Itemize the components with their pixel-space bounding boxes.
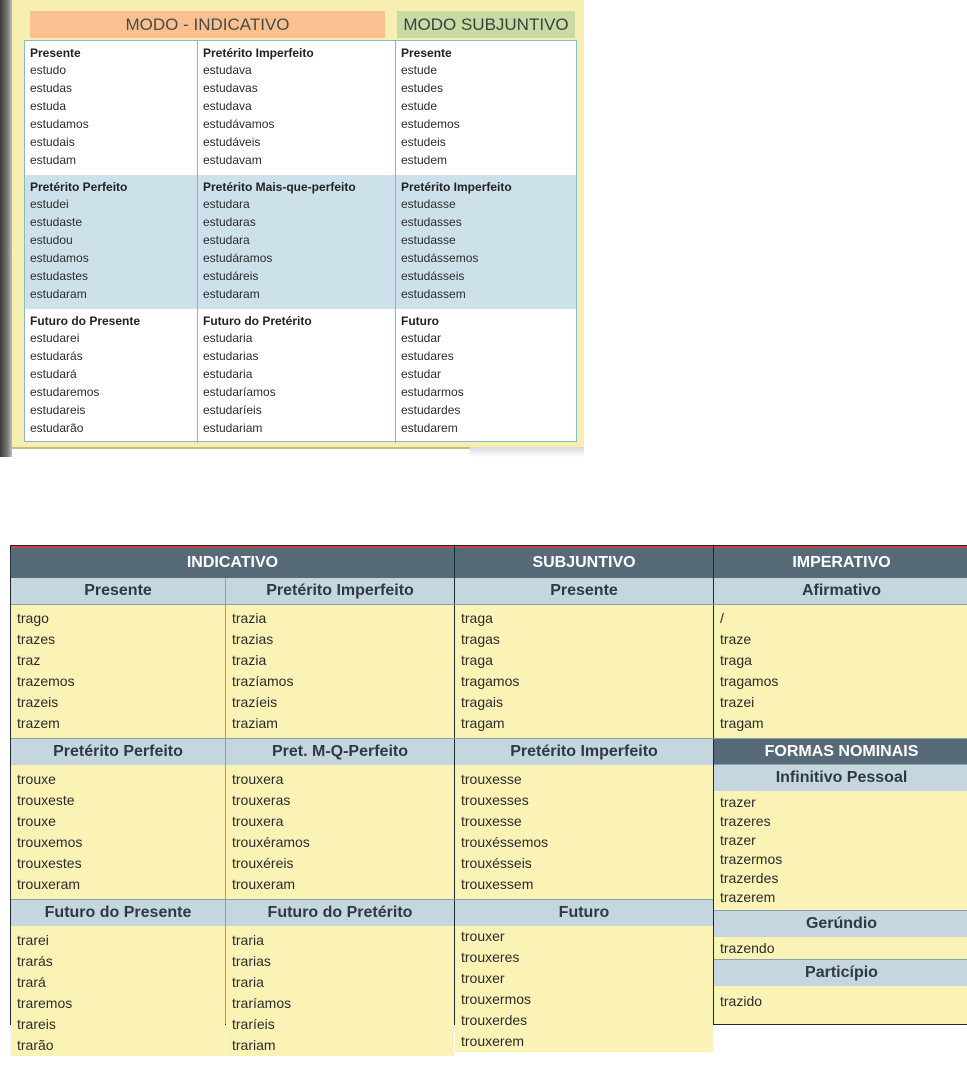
tense-title: Presente (401, 46, 452, 60)
verb-form: trazeres (720, 813, 771, 829)
verb-form: estudarão (30, 421, 84, 435)
verb-form: estudares (401, 349, 454, 363)
verb-form: trazerdes (720, 870, 779, 886)
header-subjuntivo: SUBJUNTIVO (455, 546, 713, 578)
verb-form: tragam (461, 715, 505, 731)
verb-form: estudavam (203, 153, 262, 167)
verb-form: trarão (17, 1037, 54, 1053)
verb-form: trarei (17, 932, 49, 948)
verb-form: estudar (401, 331, 442, 345)
verb-form: trouxeram (232, 876, 296, 892)
verb-form: trazer (720, 832, 756, 848)
verb-form: estudei (30, 197, 69, 211)
verb-form: trouxerdes (461, 1012, 528, 1028)
verb-form: trazer (720, 794, 756, 810)
verb-form: trouxer (461, 928, 505, 944)
verb-form: estudes (401, 81, 444, 95)
verb-form: trazei (720, 694, 755, 710)
column-divider (454, 546, 455, 1024)
row-divider (714, 764, 967, 765)
verb-form: estude (401, 63, 438, 77)
tense-title: Presente (455, 578, 713, 604)
header-imperativo: IMPERATIVO (714, 546, 967, 578)
verb-form: trazemos (17, 673, 75, 689)
header-modo-indicativo: MODO - INDICATIVO (30, 11, 385, 38)
tense-cell (714, 608, 967, 734)
verb-form: trazendo (720, 940, 775, 956)
tense-cell (11, 930, 225, 1056)
verb-form: estudaria (203, 367, 253, 381)
tense-cell (396, 175, 576, 309)
trazer-conjugation-table (10, 545, 967, 1053)
verb-form: trouxesse (461, 771, 522, 787)
tense-title: Futuro do Presente (11, 900, 225, 926)
tense-title: Pretérito Imperfeito (455, 739, 713, 765)
tense-cell (198, 309, 396, 443)
tense-cell (198, 175, 396, 309)
verb-form: estudarmos (401, 385, 464, 399)
verb-form: trazido (720, 993, 763, 1009)
estudar-table (24, 40, 577, 442)
tense-cell (455, 608, 713, 734)
verb-form: estudemos (401, 117, 460, 131)
verb-form: trouxera (232, 771, 284, 787)
verb-form: estudava (203, 99, 252, 113)
tense-title: Afirmativo (714, 578, 967, 604)
verb-form: traríeis (232, 1016, 275, 1032)
verb-form: trouxestes (17, 855, 82, 871)
verb-form: / (720, 610, 724, 626)
verb-form: trouxeste (17, 792, 75, 808)
verb-form: estudo (30, 63, 67, 77)
verb-form: estudasse (401, 233, 456, 247)
verb-form: estudasse (401, 197, 456, 211)
verb-form: estudeis (401, 135, 446, 149)
verb-form: trouxésseis (461, 855, 532, 871)
verb-form: estudaríamos (203, 385, 276, 399)
column-divider (713, 546, 714, 1024)
verb-form: trago (17, 610, 49, 626)
tense-title: Presente (30, 46, 81, 60)
verb-form: estudamos (30, 251, 89, 265)
verb-form: trouxesse (461, 813, 522, 829)
column-divider (225, 578, 226, 1024)
infinitivo-pessoal-title: Infinitivo Pessoal (714, 765, 967, 791)
tense-title: Pretérito Perfeito (30, 180, 128, 194)
gerundio-cell (714, 938, 967, 959)
verb-form: trariam (232, 1037, 276, 1053)
tense-cell (455, 769, 713, 895)
verb-form: estudáreis (203, 269, 259, 283)
verb-form: traria (232, 932, 264, 948)
verb-form: trouxeram (17, 876, 81, 892)
verb-form: estudaram (30, 287, 87, 301)
verb-form: traremos (17, 995, 73, 1011)
tense-cell (11, 608, 225, 734)
table-band (25, 41, 576, 176)
tense-cell (198, 41, 396, 175)
tense-title: Pretérito Imperfeito (203, 46, 314, 60)
tense-title: Futuro do Presente (30, 314, 141, 328)
verb-form: traz (17, 652, 41, 668)
verb-form: trouxéreis (232, 855, 294, 871)
tense-cell (226, 930, 454, 1056)
tense-title: Pret. M-Q-Perfeito (226, 739, 454, 765)
tense-cell (226, 769, 454, 895)
verb-form: estudarias (203, 349, 259, 363)
verb-form: trazias (232, 631, 274, 647)
verb-form: estudarei (30, 331, 80, 345)
verb-form: trazíamos (232, 673, 294, 689)
infinitivo-cell (714, 793, 967, 907)
verb-form: trazes (17, 631, 56, 647)
verb-form: estudou (30, 233, 73, 247)
verb-form: estudaras (203, 215, 256, 229)
tense-cell (396, 309, 576, 443)
verb-form: estudam (30, 153, 77, 167)
verb-form: traze (720, 631, 752, 647)
verb-form: estudarás (30, 349, 83, 363)
verb-form: tragamos (720, 673, 779, 689)
verb-form: estudásseis (401, 269, 465, 283)
tense-title: Futuro do Pretérito (203, 314, 312, 328)
verb-form: estude (401, 99, 438, 113)
verb-form: trazia (232, 610, 267, 626)
verb-form: trazia (232, 652, 267, 668)
verb-form: trouxesses (461, 792, 529, 808)
tense-title: Futuro (455, 900, 713, 926)
estudar-conjugation-card (0, 0, 584, 457)
verb-form: traria (232, 974, 264, 990)
tense-cell (25, 175, 198, 309)
verb-form: estudais (30, 135, 75, 149)
header-modo-subjuntivo: MODO SUBJUNTIVO (397, 11, 575, 38)
verb-form: estudamos (30, 117, 89, 131)
tense-title: Futuro do Pretérito (226, 900, 454, 926)
table-band (25, 175, 576, 310)
verb-form: estudáramos (203, 251, 273, 265)
verb-form: trouxera (232, 813, 284, 829)
table-band (25, 309, 576, 441)
verb-form: trazeis (17, 694, 59, 710)
verb-form: estudar (401, 367, 442, 381)
verb-form: estudas (30, 81, 73, 95)
row-divider (11, 604, 967, 605)
verb-form: estudava (203, 63, 252, 77)
verb-form: estudem (401, 153, 448, 167)
verb-form: estudariam (203, 421, 263, 435)
participio-title: Particípio (714, 960, 967, 986)
tense-title: Pretérito Mais-que-perfeito (203, 180, 356, 194)
participio-cell (714, 991, 967, 1012)
verb-form: trará (17, 974, 46, 990)
header-formas-nominais: FORMAS NOMINAIS (714, 739, 967, 765)
verb-form: tragais (461, 694, 504, 710)
row-divider (714, 959, 967, 960)
verb-form: trouxessem (461, 876, 534, 892)
verb-form: traga (461, 652, 493, 668)
verb-form: trazem (17, 715, 60, 731)
verb-form: trouxermos (461, 991, 532, 1007)
card-shadow (0, 0, 12, 457)
verb-form: trouxer (461, 970, 505, 986)
verb-form: estudaria (203, 331, 253, 345)
verb-form: trareis (17, 1016, 56, 1032)
verb-form: trouxemos (17, 834, 83, 850)
verb-form: tragamos (461, 673, 520, 689)
verb-form: traga (461, 610, 493, 626)
verb-form: trarás (17, 953, 53, 969)
tense-cell (25, 309, 198, 443)
verb-form: estudara (203, 233, 250, 247)
verb-form: trazíeis (232, 694, 278, 710)
tense-title: Pretérito Imperfeito (401, 180, 512, 194)
verb-form: trouxe (17, 771, 56, 787)
verb-form: estudasses (401, 215, 462, 229)
verb-form: estudássemos (401, 251, 479, 265)
tense-title: Pretérito Imperfeito (226, 578, 454, 604)
verb-form: trouxeres (461, 949, 520, 965)
verb-form: estuda (30, 99, 67, 113)
verb-form: traziam (232, 715, 278, 731)
row-divider (11, 899, 713, 900)
tense-title: Pretérito Perfeito (11, 739, 225, 765)
verb-form: trarias (232, 953, 271, 969)
verb-form: estudastes (30, 269, 89, 283)
verb-form: estudareis (30, 403, 86, 417)
tense-cell (11, 769, 225, 895)
verb-form: estudavas (203, 81, 258, 95)
verb-form: estudará (30, 367, 77, 381)
verb-form: tragas (461, 631, 500, 647)
tense-title: Presente (11, 578, 225, 604)
verb-form: estudara (203, 197, 250, 211)
verb-form: estudarem (401, 421, 458, 435)
verb-form: trouxe (17, 813, 56, 829)
tense-cell (226, 608, 454, 734)
page-curl (470, 447, 584, 457)
verb-form: trouxéssemos (461, 834, 549, 850)
verb-form: estudaste (30, 215, 83, 229)
row-divider (11, 738, 967, 739)
verb-form: estudávamos (203, 117, 275, 131)
verb-form: trazermos (720, 851, 783, 867)
verb-form: trazerem (720, 889, 776, 905)
tense-cell (25, 41, 198, 175)
tense-cell (396, 41, 576, 175)
verb-form: traríamos (232, 995, 292, 1011)
verb-form: estudassem (401, 287, 466, 301)
tense-title: Futuro (401, 314, 439, 328)
verb-form: estudaríeis (203, 403, 262, 417)
gerundio-title: Gerúndio (714, 911, 967, 937)
verb-form: trouxéramos (232, 834, 310, 850)
verb-form: estudaremos (30, 385, 100, 399)
verb-form: trouxeras (232, 792, 291, 808)
verb-form: estudáveis (203, 135, 261, 149)
row-divider (714, 910, 967, 911)
verb-form: tragam (720, 715, 764, 731)
verb-form: estudardes (401, 403, 461, 417)
verb-form: trouxerem (461, 1033, 525, 1049)
tense-cell (455, 926, 713, 1052)
verb-form: traga (720, 652, 752, 668)
verb-form: estudaram (203, 287, 260, 301)
header-indicativo: INDICATIVO (11, 546, 454, 578)
